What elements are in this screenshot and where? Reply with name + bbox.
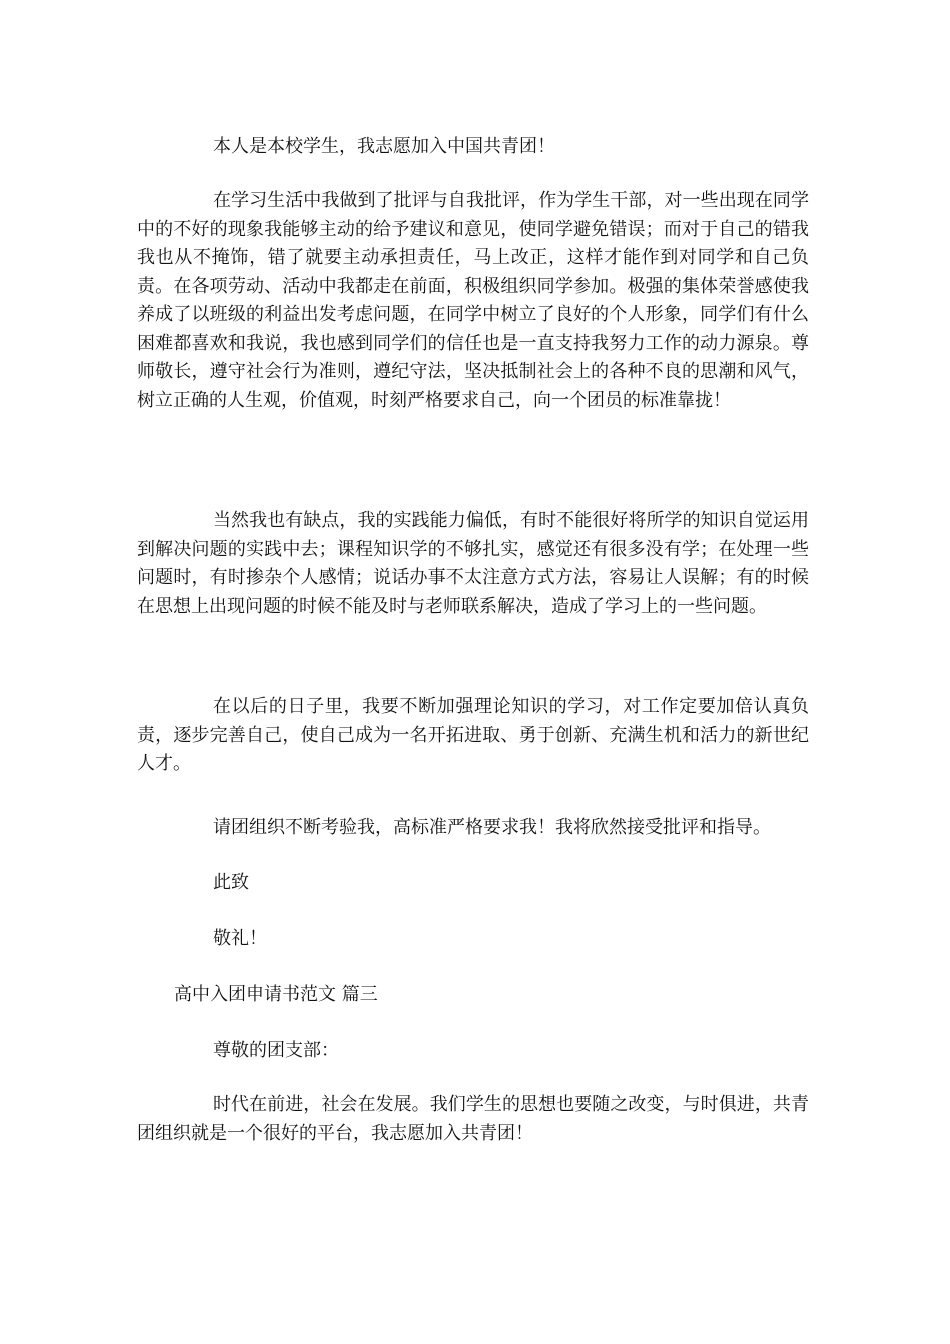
paragraph-future-plans: 在以后的日子里，我要不断加强理论知识的学习，对工作定要加倍认真负责，逐步完善自己，使自己成为一名开拓进取、勇于创新、充满生机和活力的新世纪人才。 <box>137 696 809 774</box>
paragraph-intro: 本人是本校学生，我志愿加入中国共青团！ <box>213 136 555 157</box>
paragraph-motivation: 时代在前进，社会在发展。我们学生的思想也要随之改变，与时俱进，共青团组织就是一个很好的平台，我志愿加入共青团！ <box>137 1094 809 1144</box>
section-title: 高中入团申请书范文 篇三 <box>174 984 378 1005</box>
closing-salutation: 此致 <box>213 872 249 893</box>
closing-regards: 敬礼！ <box>213 928 267 949</box>
greeting-line: 尊敬的团支部： <box>213 1040 339 1061</box>
paragraph-self-criticism: 在学习生活中我做到了批评与自我批评，作为学生干部，对一些出现在同学中的不好的现象我能够主动的给予建议和意见，使同学避免错误；而对于自己的错我我也从不掩饰，错了就要主动承担责任，马上改正，这样才能作到对同学和自己负责。在各项劳动、活动中我都走在前面，积极组织同学参加。极强的集体荣誉感使我养成了以班级的利益出发考虑问题，在同学中树立了良好的个人形象，同学们有什么困难都喜欢和我说，我也感到同学们的信任也是一直支持我努力工作的动力源泉。尊师敬长，遵守社会行为准则，遵纪守法，坚决抵制社会上的各种不良的思潮和风气，树立正确的人生观，价值观，时刻严格要求自己，向一个团员的标准靠拢！ <box>137 190 809 411</box>
paragraph-shortcomings: 当然我也有缺点，我的实践能力偏低，有时不能很好将所学的知识自觉运用到解决问题的实践中去；课程知识学的不够扎实，感觉还有很多没有学；在处理一些问题时，有时掺杂个人感情；说话办事不太注意方式方法，容易让人误解；有的时候在思想上出现问题的时候不能及时与老师联系解决，造成了学习上的一些问题。 <box>137 510 809 617</box>
paragraph-request: 请团组织不断考验我，高标准严格要求我！我将欣然接受批评和指导。 <box>213 817 771 838</box>
